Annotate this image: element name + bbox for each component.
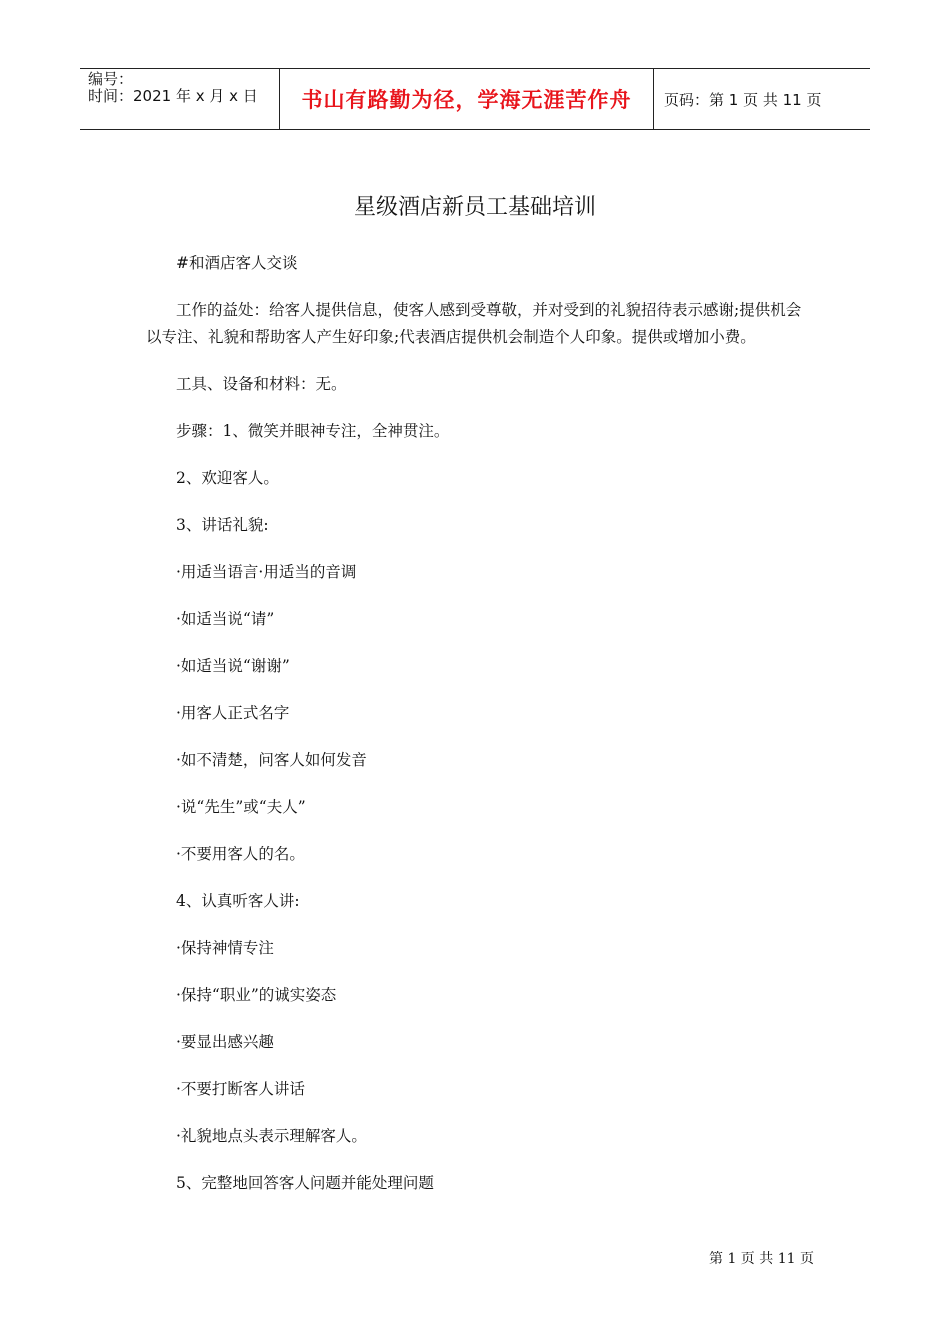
benefit-paragraph: 工作的益处：给客人提供信息，使客人感到受尊敬，并对受到的礼貌招待表示感谢;提供机会以专注、礼貌和帮助客人产生好印象;代表酒店提供机会制造个人印象。提供或增加小费。 <box>146 301 802 346</box>
step-1: 步骤：1、微笑并眼神专注，全神贯注。 <box>176 422 450 440</box>
header-meta-cell <box>80 69 280 129</box>
step-4: 4、认真听客人讲: <box>176 892 300 910</box>
document-title: 星级酒店新员工基础培训 <box>353 195 596 220</box>
header-motto: 书山有路勤为径，学海无涯苦作舟 <box>280 69 654 129</box>
page-header <box>80 68 870 130</box>
step-4-bullet: ·保持“职业”的诚实姿态 <box>176 986 337 1004</box>
step-3-bullet: ·用适当语言·用适当的音调 <box>176 563 357 581</box>
document-body <box>146 250 810 1217</box>
section-heading: #和酒店客人交谈 <box>176 254 298 272</box>
step-4-bullet: ·要显出感兴趣 <box>176 1033 274 1051</box>
step-5: 5、完整地回答客人问题并能处理问题 <box>176 1174 434 1192</box>
step-3-bullet: ·如不清楚，问客人如何发音 <box>176 751 367 769</box>
step-3-bullet: ·如适当说“谢谢” <box>176 657 290 675</box>
document-date: 时间：2021 年 x 月 x 日 <box>88 87 258 105</box>
step-3-bullet: ·不要用客人的名。 <box>176 845 305 863</box>
step-4-bullet: ·不要打断客人讲话 <box>176 1080 305 1098</box>
step-4-bullet: ·保持神情专注 <box>176 939 274 957</box>
step-2: 2、欢迎客人。 <box>176 469 279 487</box>
step-4-bullet: ·礼貌地点头表示理解客人。 <box>176 1127 367 1145</box>
tools-line: 工具、设备和材料：无。 <box>176 375 347 393</box>
step-3: 3、讲话礼貌: <box>176 516 269 534</box>
document-number-label: 编号： <box>88 70 134 88</box>
header-page-info: 页码：第 1 页 共 11 页 <box>664 90 822 109</box>
step-3-bullet: ·用客人正式名字 <box>176 704 290 722</box>
step-3-bullet: ·说“先生”或“夫人” <box>176 798 306 816</box>
page-footer: 第 1 页 共 11 页 <box>709 1251 814 1267</box>
step-3-bullet: ·如适当说“请” <box>176 610 275 628</box>
